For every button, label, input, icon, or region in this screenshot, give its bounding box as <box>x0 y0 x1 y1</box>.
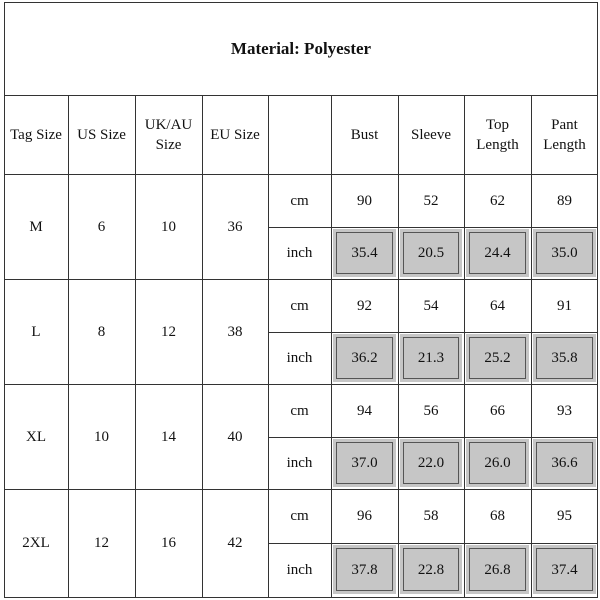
grid-line <box>4 174 598 175</box>
us-size-cell: 10 <box>94 428 109 445</box>
size-chart <box>4 2 598 598</box>
grid-line <box>4 279 598 280</box>
pant-length-cm-cell: 95 <box>557 508 572 524</box>
us-size-cell: 6 <box>97 218 106 235</box>
sleeve-inch-cell: 22.8 <box>400 545 462 594</box>
header-unit <box>268 95 331 174</box>
unit-label-inch: inch <box>286 455 313 471</box>
uk-size-cell: 14 <box>161 428 176 445</box>
header-sleeve: Sleeve <box>411 126 451 143</box>
grid-line <box>202 95 203 598</box>
row-divider <box>268 227 598 228</box>
pant-length-inch-cell: 36.6 <box>533 439 596 487</box>
pant-length-inch-cell: 37.4 <box>533 545 596 594</box>
unit-label-cm: cm <box>290 297 309 314</box>
uk-size-cell: 16 <box>161 534 176 551</box>
bust-inch-cell: 37.0 <box>333 439 396 487</box>
row-divider <box>268 332 598 333</box>
header-us-size: US Size <box>77 126 126 143</box>
grid-line <box>68 95 69 598</box>
top-length-inch-cell: 25.2 <box>466 334 529 382</box>
bust-inch-cell: 36.2 <box>333 334 396 382</box>
grid-line <box>398 95 399 598</box>
grid-line <box>268 95 269 598</box>
grid-line <box>4 95 598 96</box>
row-divider <box>268 437 598 438</box>
bust-cm-cell: 90 <box>357 192 372 209</box>
pant-length-cm-cell: 91 <box>557 297 572 314</box>
header-pant-length: Pant Length <box>543 116 586 153</box>
eu-size-cell: 40 <box>227 428 243 445</box>
header-tag-size: Tag Size <box>10 126 62 143</box>
eu-size-cell: 36 <box>227 218 243 235</box>
row-divider <box>268 543 598 544</box>
bust-cm-cell: 96 <box>357 508 372 524</box>
uk-size-cell: 12 <box>161 323 176 340</box>
unit-label-cm: cm <box>290 192 309 209</box>
pant-length-cm-cell: 89 <box>557 192 572 209</box>
pant-length-inch-cell: 35.8 <box>533 334 596 382</box>
sleeve-inch-cell: 22.0 <box>400 439 462 487</box>
top-length-cm-cell: 66 <box>490 402 505 419</box>
sleeve-inch-cell: 21.3 <box>400 334 462 382</box>
pant-length-inch-cell: 35.0 <box>533 229 596 277</box>
chart-title: Material: Polyester <box>230 38 372 58</box>
eu-size-cell: 38 <box>227 323 243 340</box>
pant-length-cm-cell: 93 <box>557 402 572 419</box>
top-length-inch-cell: 26.8 <box>466 545 529 594</box>
tag-size-cell: XL <box>26 428 46 445</box>
unit-label-cm: cm <box>290 402 309 419</box>
grid-line <box>4 384 598 385</box>
header-top-length: Top Length <box>476 116 519 153</box>
bust-cm-cell: 92 <box>357 297 372 314</box>
header-bust: Bust <box>350 126 379 143</box>
sleeve-cm-cell: 58 <box>423 508 439 524</box>
header-uk-au-size: UK/AU Size <box>144 116 193 153</box>
unit-label-cm: cm <box>290 508 309 524</box>
bust-inch-cell: 35.4 <box>333 229 396 277</box>
unit-label-inch: inch <box>286 561 313 578</box>
top-length-cm-cell: 64 <box>490 297 505 314</box>
top-length-cm-cell: 62 <box>490 192 505 209</box>
top-length-inch-cell: 24.4 <box>466 229 529 277</box>
tag-size-cell: M <box>29 218 43 235</box>
header-eu-size: EU Size <box>210 126 260 143</box>
bust-cm-cell: 94 <box>357 402 372 419</box>
unit-label-inch: inch <box>286 245 313 261</box>
sleeve-cm-cell: 56 <box>423 402 439 419</box>
grid-line <box>4 489 598 490</box>
grid-line <box>464 95 465 598</box>
top-length-cm-cell: 68 <box>490 508 505 524</box>
unit-label-inch: inch <box>286 350 313 366</box>
us-size-cell: 12 <box>94 534 109 551</box>
tag-size-cell: 2XL <box>22 534 50 551</box>
sleeve-cm-cell: 52 <box>423 192 439 209</box>
us-size-cell: 8 <box>97 323 106 340</box>
grid-line <box>331 95 332 598</box>
sleeve-cm-cell: 54 <box>423 297 439 314</box>
top-length-inch-cell: 26.0 <box>466 439 529 487</box>
grid-line <box>135 95 136 598</box>
bust-inch-cell: 37.8 <box>333 545 396 594</box>
grid-line <box>531 95 532 598</box>
uk-size-cell: 10 <box>161 218 176 235</box>
sleeve-inch-cell: 20.5 <box>400 229 462 277</box>
tag-size-cell: L <box>31 323 41 340</box>
eu-size-cell: 42 <box>227 534 243 551</box>
